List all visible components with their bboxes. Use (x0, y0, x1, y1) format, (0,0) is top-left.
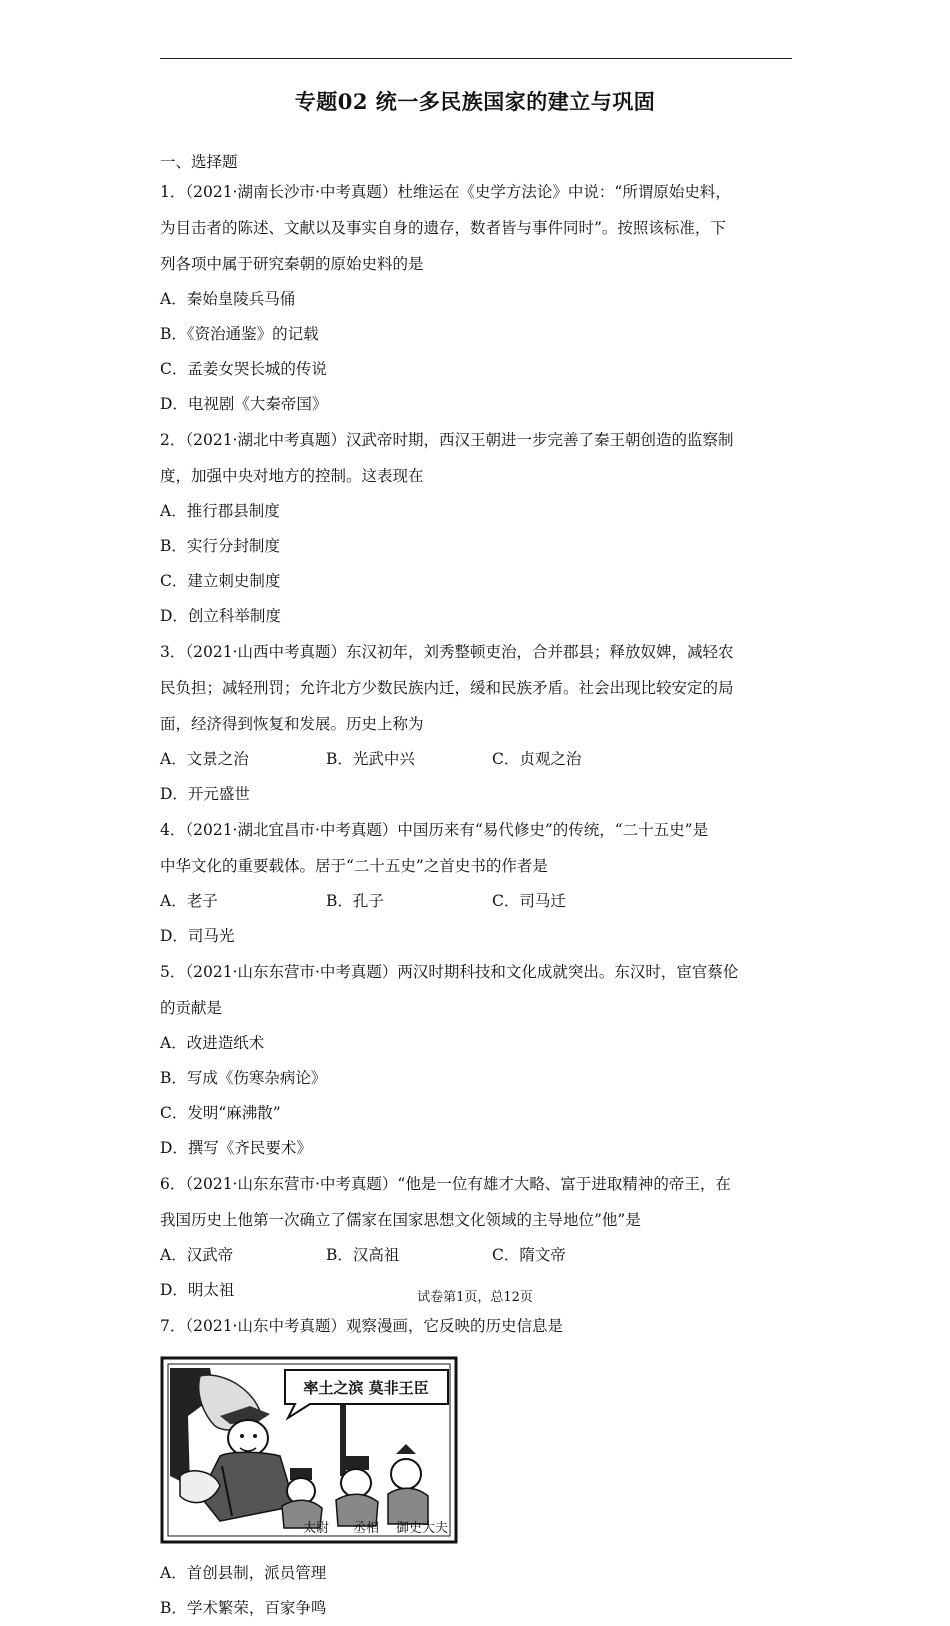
option-a[interactable]: A．秦始皇陵兵马俑 (160, 290, 296, 308)
option-a[interactable]: A．文景之治 (160, 750, 249, 768)
question-7 (160, 1308, 792, 1626)
option-a[interactable]: A．汉武帝 (160, 1246, 234, 1264)
option-d[interactable]: D．撰写《齐民要术》 (160, 1139, 312, 1157)
option-d[interactable]: D．创立科举制度 (160, 607, 281, 625)
options (160, 884, 792, 954)
question-1 (160, 174, 792, 422)
option-c[interactable]: C．孟姜女哭长城的传说 (160, 360, 327, 378)
option-a[interactable]: A．推行郡县制度 (160, 502, 280, 520)
question-text-line: 4．（2021·湖北宜昌市·中考真题）中国历来有“易代修史”的传统，“二十五史”是 (160, 821, 709, 839)
option-c[interactable]: C．隋文帝 (492, 1246, 566, 1264)
question-text-line: 5．（2021·山东东营市·中考真题）两汉时期科技和文化成就突出。东汉时，宦官蔡伦 (160, 963, 739, 981)
option-b[interactable]: B．孔子 (326, 892, 384, 910)
cartoon-figure (160, 1356, 792, 1544)
option-b[interactable]: B．学术繁荣，百家争鸣 (160, 1599, 327, 1617)
option-d[interactable]: D．开元盛世 (160, 785, 250, 803)
option-a[interactable]: A．老子 (160, 892, 218, 910)
options (160, 494, 792, 634)
option-d[interactable]: D．司马光 (160, 927, 235, 945)
question-text-line: 民负担；减轻刑罚；允许北方少数民族内迁，缓和民族矛盾。社会出现比较安定的局 (160, 679, 734, 697)
cartoon-label-taiwei: 太尉 (302, 1521, 330, 1536)
question-text-line: 6．（2021·山东东营市·中考真题）“他是一位有雄才大略、富于进取精神的帝王，在 (160, 1175, 731, 1193)
option-c[interactable]: C．发明“麻沸散” (160, 1104, 281, 1122)
options (160, 282, 792, 422)
cartoon-image (160, 1356, 458, 1544)
option-c[interactable]: C．建立刺史制度 (160, 572, 281, 590)
option-b[interactable]: B．《资治通鉴》的记载 (160, 325, 319, 343)
question-text-line: 中华文化的重要载体。居于“二十五史”之首史书的作者是 (160, 857, 548, 875)
question-3 (160, 634, 792, 812)
question-text-line: 面，经济得到恢复和发展。历史上称为 (160, 715, 424, 733)
header-rule (160, 58, 792, 59)
options (160, 742, 792, 812)
options (160, 1556, 792, 1626)
option-b[interactable]: B．实行分封制度 (160, 537, 280, 555)
question-text-line: 3．（2021·山西中考真题）东汉初年，刘秀整顿吏治，合并郡县；释放奴婢，减轻农 (160, 643, 734, 661)
question-5 (160, 954, 792, 1166)
question-text-line: 我国历史上他第一次确立了儒家在国家思想文化领域的主导地位”他”是 (160, 1211, 641, 1229)
option-c[interactable]: C．司马迁 (492, 892, 566, 910)
option-d[interactable]: D．电视剧《大秦帝国》 (160, 395, 328, 413)
question-text-line: 列各项中属于研究秦朝的原始史料的是 (160, 255, 424, 273)
question-text-line: 7．（2021·山东中考真题）观察漫画，它反映的历史信息是 (160, 1317, 563, 1335)
option-b[interactable]: B．汉高祖 (326, 1246, 400, 1264)
option-a[interactable]: A．首创县制，派员管理 (160, 1564, 327, 1582)
option-a[interactable]: A．改进造纸术 (160, 1034, 265, 1052)
cartoon-label-yushidafu: 御史大夫 (395, 1521, 449, 1536)
option-b[interactable]: B．光武中兴 (326, 750, 415, 768)
option-c[interactable]: C．贞观之治 (492, 750, 582, 768)
cartoon-caption: 率土之滨 莫非王臣 (303, 1379, 429, 1397)
cartoon-label-chengxiang: 丞相 (352, 1521, 380, 1536)
question-text-line: 度，加强中央对地方的控制。这表现在 (160, 467, 424, 485)
option-b[interactable]: B．写成《伤寒杂病论》 (160, 1069, 327, 1087)
question-4 (160, 812, 792, 954)
page-footer: 试卷第1页，总12页 (417, 1290, 533, 1305)
page-title: 专题02 统一多民族国家的建立与巩固 (294, 89, 656, 114)
question-text-line: 的贡献是 (160, 999, 223, 1017)
question-2 (160, 422, 792, 634)
question-text-line: 1．（2021·湖南长沙市·中考真题）杜维运在《史学方法论》中说：“所谓原始史料， (160, 183, 731, 201)
option-d[interactable]: D．明太祖 (160, 1281, 235, 1299)
question-text-line: 为目击者的陈述、文献以及事实自身的遗存，数者皆与事件同时”。按照该标准，下 (160, 219, 726, 237)
question-list (160, 150, 792, 1626)
section-heading: 一、选择题 (160, 153, 238, 171)
question-text-line: 2．（2021·湖北中考真题）汉武帝时期，西汉王朝进一步完善了秦王朝创造的监察制 (160, 431, 734, 449)
options (160, 1026, 792, 1166)
